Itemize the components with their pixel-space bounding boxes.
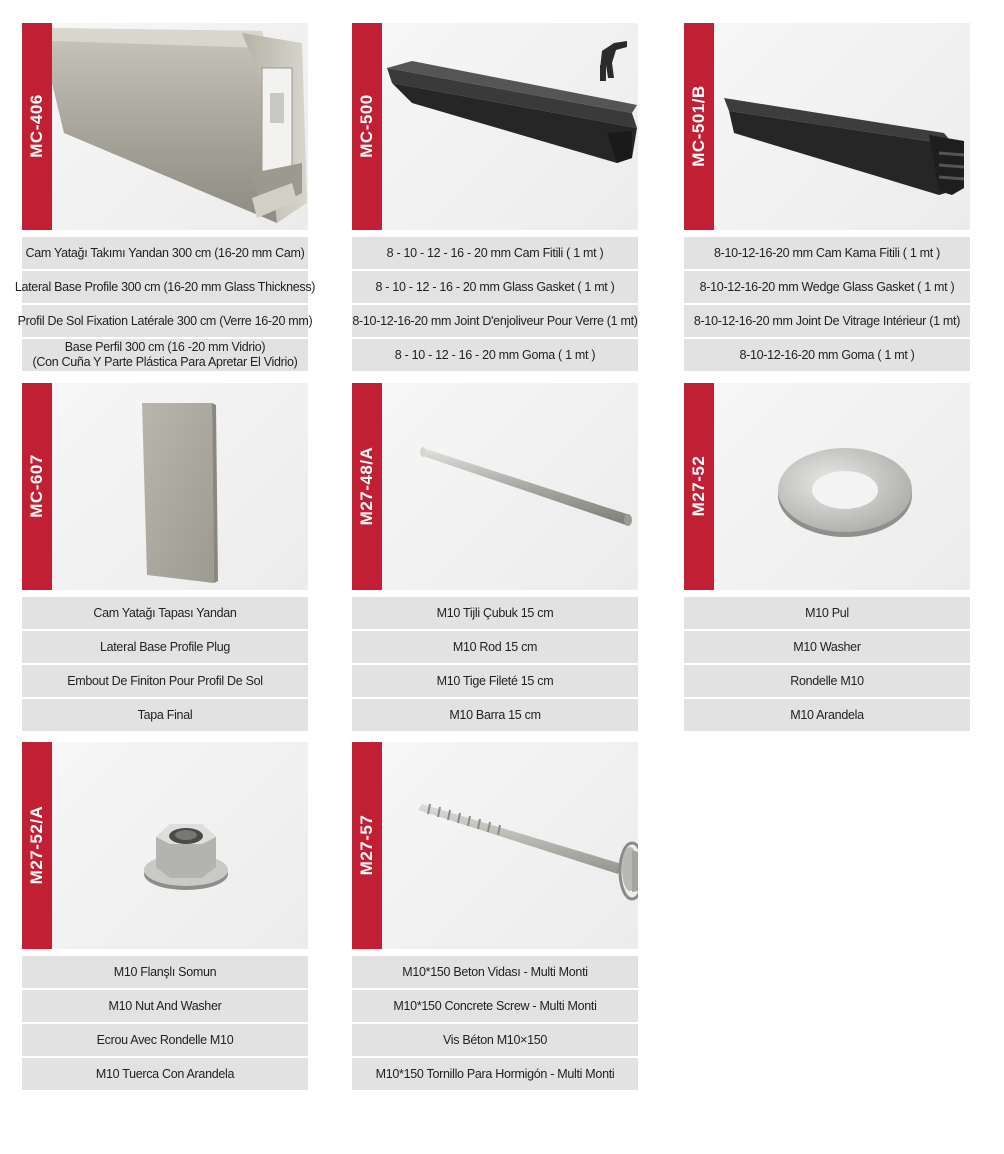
- description-row: M10 Rod 15 cm: [352, 631, 638, 663]
- product-description-list: [352, 597, 638, 731]
- product-card-mc-501-b: [684, 23, 970, 373]
- product-code: M27-52/A: [27, 805, 46, 885]
- product-code: M27-52: [689, 455, 708, 517]
- glass-gasket-image: [382, 23, 638, 230]
- description-row: M10*150 Tornillo Para Hormigón - Multi Monti: [352, 1058, 638, 1090]
- product-photo: [352, 383, 638, 590]
- description-row: Tapa Final: [22, 699, 308, 731]
- product-code-tag: [352, 23, 382, 230]
- description-row: M10 Nut And Washer: [22, 990, 308, 1022]
- base-profile-image: [52, 23, 308, 230]
- description-row: Lateral Base Profile Plug: [22, 631, 308, 663]
- product-photo: [22, 383, 308, 590]
- description-row: Embout De Finiton Pour Profil De Sol: [22, 665, 308, 697]
- flange-nut-image: [52, 742, 308, 949]
- description-row: Profil De Sol Fixation Latérale 300 cm (Verre 16-20 mm): [22, 305, 308, 337]
- description-row: Ecrou Avec Rondelle M10: [22, 1024, 308, 1056]
- description-row: M10 Pul: [684, 597, 970, 629]
- product-card-mc-500: [352, 23, 638, 373]
- product-code: MC-406: [27, 94, 46, 158]
- threaded-rod-image: [382, 383, 638, 590]
- washer-image: [714, 383, 970, 590]
- product-description-list: [22, 956, 308, 1090]
- product-code: MC-500: [357, 94, 376, 158]
- product-card-m27-52-a: [22, 742, 308, 1092]
- description-row: Vis Béton M10×150: [352, 1024, 638, 1056]
- product-code-tag: [22, 23, 52, 230]
- product-card-m27-57: [352, 742, 638, 1092]
- product-code-tag: [22, 742, 52, 949]
- description-row: M10 Tuerca Con Arandela: [22, 1058, 308, 1090]
- description-row: Lateral Base Profile 300 cm (16-20 mm Glass Thickness): [22, 271, 308, 303]
- description-row: M10 Tige Fileté 15 cm: [352, 665, 638, 697]
- description-row: 8 - 10 - 12 - 16 - 20 mm Goma ( 1 mt ): [352, 339, 638, 371]
- product-code-tag: [22, 383, 52, 590]
- description-row: M10*150 Beton Vidası - Multi Monti: [352, 956, 638, 988]
- description-row: Cam Yatağı Takımı Yandan 300 cm (16-20 mm Cam): [22, 237, 308, 269]
- product-photo: [352, 23, 638, 230]
- product-code: M27-57: [357, 814, 376, 876]
- product-card-m27-48-a: [352, 383, 638, 733]
- product-description-list: [352, 237, 638, 371]
- concrete-screw-image: [382, 742, 638, 949]
- product-photo: [684, 23, 970, 230]
- product-description-list: [352, 956, 638, 1090]
- description-row: 8 - 10 - 12 - 16 - 20 mm Cam Fitili ( 1 mt ): [352, 237, 638, 269]
- description-row: 8-10-12-16-20 mm Cam Kama Fitili ( 1 mt ): [684, 237, 970, 269]
- description-line: Base Perfil 300 cm (16 -20 mm Vidrio): [64, 340, 266, 354]
- description-row: 8-10-12-16-20 mm Joint De Vitrage Intérieur (1 mt): [684, 305, 970, 337]
- product-description-list: [684, 597, 970, 731]
- description-row: M10 Arandela: [684, 699, 970, 731]
- profile-plug-image: [52, 383, 308, 590]
- description-row: 8-10-12-16-20 mm Wedge Glass Gasket ( 1 mt ): [684, 271, 970, 303]
- product-code-tag: [352, 383, 382, 590]
- description-row: M10*150 Concrete Screw - Multi Monti: [352, 990, 638, 1022]
- product-card-m27-52: [684, 383, 970, 733]
- product-card-mc-406: [14, 23, 316, 373]
- product-photo: [352, 742, 638, 949]
- product-code-tag: [684, 23, 714, 230]
- product-code: MC-607: [27, 454, 46, 518]
- description-row: 8-10-12-16-20 mm Goma ( 1 mt ): [684, 339, 970, 371]
- description-row: M10 Washer: [684, 631, 970, 663]
- product-photo: [22, 23, 308, 230]
- description-row: M10 Tijli Çubuk 15 cm: [352, 597, 638, 629]
- product-card-mc-607: [22, 383, 308, 733]
- description-row: [22, 339, 308, 371]
- description-row: Cam Yatağı Tapası Yandan: [22, 597, 308, 629]
- product-description-list: [22, 597, 308, 731]
- product-code-tag: [684, 383, 714, 590]
- description-row: 8-10-12-16-20 mm Joint D'enjoliveur Pour Verre (1 mt): [352, 305, 638, 337]
- description-row: 8 - 10 - 12 - 16 - 20 mm Glass Gasket ( 1 mt ): [352, 271, 638, 303]
- product-code: M27-48/A: [357, 446, 376, 526]
- description-line: (Con Cuña Y Parte Plástica Para Apretar El Vidrio): [32, 355, 298, 369]
- product-description-list: [14, 237, 316, 371]
- description-row: M10 Flanşlı Somun: [22, 956, 308, 988]
- product-description-list: [684, 237, 970, 371]
- product-code: MC-501/B: [689, 85, 708, 167]
- product-photo: [684, 383, 970, 590]
- product-photo: [22, 742, 308, 949]
- description-row: Rondelle M10: [684, 665, 970, 697]
- description-row: M10 Barra 15 cm: [352, 699, 638, 731]
- wedge-gasket-image: [714, 23, 970, 230]
- product-code-tag: [352, 742, 382, 949]
